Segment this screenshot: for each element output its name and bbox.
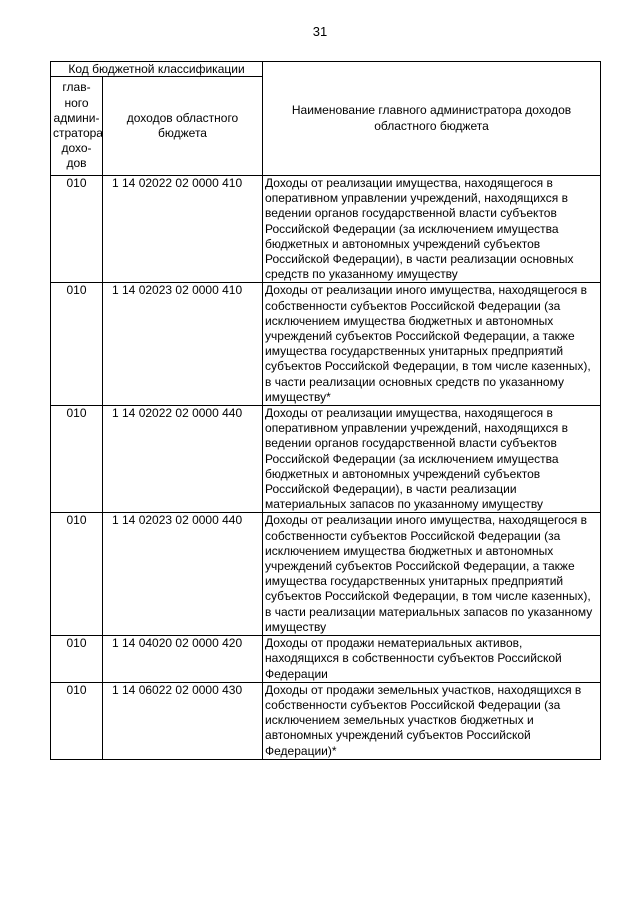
- administrator-name-header: Наименование главного администратора доходов областного бюджета: [263, 62, 601, 176]
- income-code-cell: 1 14 02023 02 0000 410: [103, 283, 263, 406]
- table-row: [51, 176, 601, 283]
- regional-budget-income-code-header: доходов областного бюджета: [103, 77, 263, 176]
- admin-code-cell: 010: [51, 283, 103, 406]
- admin-code-cell: 010: [51, 176, 103, 283]
- income-name-cell: Доходы от реализации имущества, находящегося в оперативном управлении учреждений, находящихся в ведении органов государственной власти субъектов Российской Федерации (за исключением имущества бюджетных и автономных учреждений субъектов Российской Федерации), в части реализации основных средств по указанному имуществу: [263, 176, 601, 283]
- income-name-cell: Доходы от продажи нематериальных активов, находящихся в собственности субъектов Российской Федерации: [263, 636, 601, 683]
- income-code-cell: 1 14 04020 02 0000 420: [103, 636, 263, 683]
- admin-code-cell: 010: [51, 513, 103, 636]
- admin-code-cell: 010: [51, 406, 103, 513]
- income-code-cell: 1 14 02022 02 0000 440: [103, 406, 263, 513]
- income-code-cell: 1 14 02022 02 0000 410: [103, 176, 263, 283]
- admin-code-cell: 010: [51, 636, 103, 683]
- income-name-cell: Доходы от реализации иного имущества, находящегося в собственности субъектов Российской Федерации (за исключением имущества бюджетных и автономных учреждений субъектов Российской Федерации, а также имущества государственных унитарных предприятий субъектов Российской Федерации, в том числе казенных), в части реализации материальных запасов по указанному имуществу: [263, 513, 601, 636]
- income-name-cell: Доходы от продажи земельных участков, находящихся в собственности субъектов Российской Федерации (за исключением земельных участков бюджетных и автономных учреждений субъектов Российской Федерации)*: [263, 682, 601, 759]
- income-name-cell: Доходы от реализации иного имущества, находящегося в собственности субъектов Российской Федерации (за исключением имущества бюджетных и автономных учреждений субъектов Российской Федерации, а также имущества государственных унитарных предприятий субъектов Российской Федерации, в том числе казенных), в части реализации основных средств по указанному имуществу*: [263, 283, 601, 406]
- budget-classification-code-header: Код бюджетной классификации: [51, 62, 263, 77]
- income-name-cell: Доходы от реализации имущества, находящегося в оперативном управлении учреждений, находящихся в ведении органов государственной власти субъектов Российской Федерации (за исключением имущества бюджетных и автономных учреждений субъектов Российской Федерации), в части реализации материальных запасов по указанному имуществу: [263, 406, 601, 513]
- table-row: [51, 283, 601, 406]
- main-administrator-code-header: глав-ного админи-стратора дохо-дов: [51, 77, 103, 176]
- table-header: [51, 62, 601, 176]
- table-body: [51, 176, 601, 760]
- table-row: [51, 406, 601, 513]
- table-row: [51, 513, 601, 636]
- page-number: 31: [312, 24, 328, 39]
- header-row-group: [51, 62, 601, 77]
- budget-classification-table: [50, 61, 601, 760]
- admin-code-cell: 010: [51, 682, 103, 759]
- income-code-cell: 1 14 06022 02 0000 430: [103, 682, 263, 759]
- income-code-cell: 1 14 02023 02 0000 440: [103, 513, 263, 636]
- table-row: [51, 682, 601, 759]
- table-row: [51, 636, 601, 683]
